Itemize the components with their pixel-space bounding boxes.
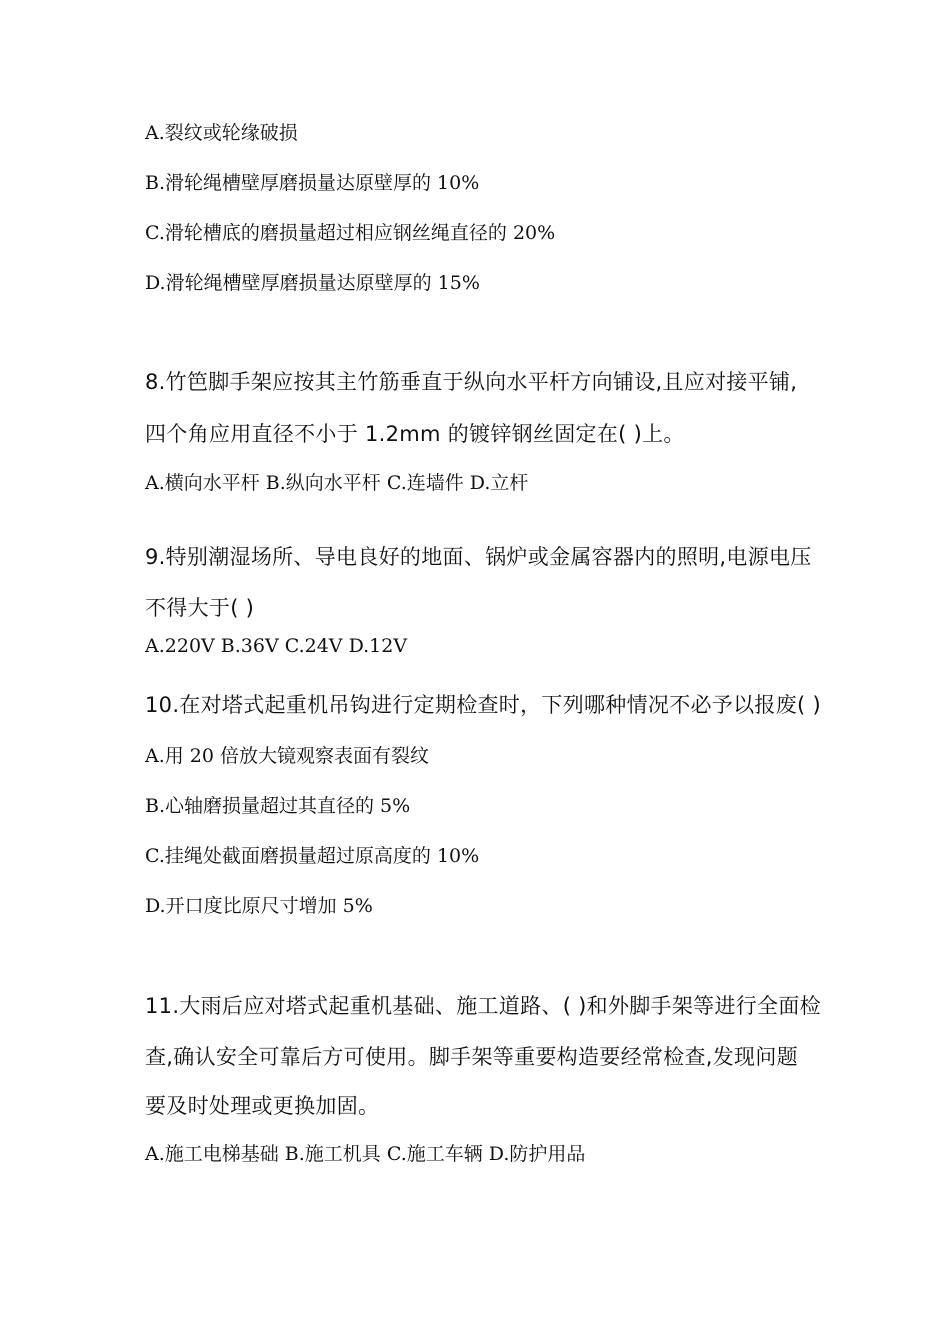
q10-option-b: B.心轴磨损量超过其直径的 5% <box>145 795 411 817</box>
q8-text-line-1: 8.竹笆脚手架应按其主竹筋垂直于纵向水平杆方向铺设,且应对接平铺, <box>145 370 798 394</box>
q9-options: A.220V B.36V C.24V D.12V <box>145 635 408 657</box>
q10-option-c: C.挂绳处截面磨损量超过原高度的 10% <box>145 845 480 867</box>
q10-text: 10.在对塔式起重机吊钩进行定期检查时，下列哪种情况不必予以报废( ) <box>145 693 821 717</box>
q11-text-line-1: 11.大雨后应对塔式起重机基础、施工道路、( )和外脚手架等进行全面检 <box>145 994 821 1018</box>
q11-text-line-2: 查,确认安全可靠后方可使用。脚手架等重要构造要经常检查,发现问题 <box>145 1045 798 1069</box>
q10-option-d: D.开口度比原尺寸增加 5% <box>145 895 373 917</box>
q11-options: A.施工电梯基础 B.施工机具 C.施工车辆 D.防护用品 <box>145 1143 586 1165</box>
q11-text-line-3: 要及时处理或更换加固。 <box>145 1094 380 1118</box>
q9-text-line-2: 不得大于( ) <box>145 596 255 620</box>
q8-text-line-2: 四个角应用直径不小于 1.2mm 的镀锌钢丝固定在( )上。 <box>145 422 685 446</box>
q7-option-c: C.滑轮槽底的磨损量超过相应钢丝绳直径的 20% <box>145 222 556 244</box>
q7-option-a: A.裂纹或轮缘破损 <box>145 122 298 144</box>
q10-option-a: A.用 20 倍放大镜观察表面有裂纹 <box>145 745 430 767</box>
q7-option-d: D.滑轮绳槽壁厚磨损量达原壁厚的 15% <box>145 272 480 294</box>
q9-text-line-1: 9.特别潮湿场所、导电良好的地面、锅炉或金属容器内的照明,电源电压 <box>145 545 812 569</box>
q8-options: A.横向水平杆 B.纵向水平杆 C.连墙件 D.立杆 <box>145 472 529 494</box>
q7-option-b: B.滑轮绳槽壁厚磨损量达原壁厚的 10% <box>145 172 480 194</box>
